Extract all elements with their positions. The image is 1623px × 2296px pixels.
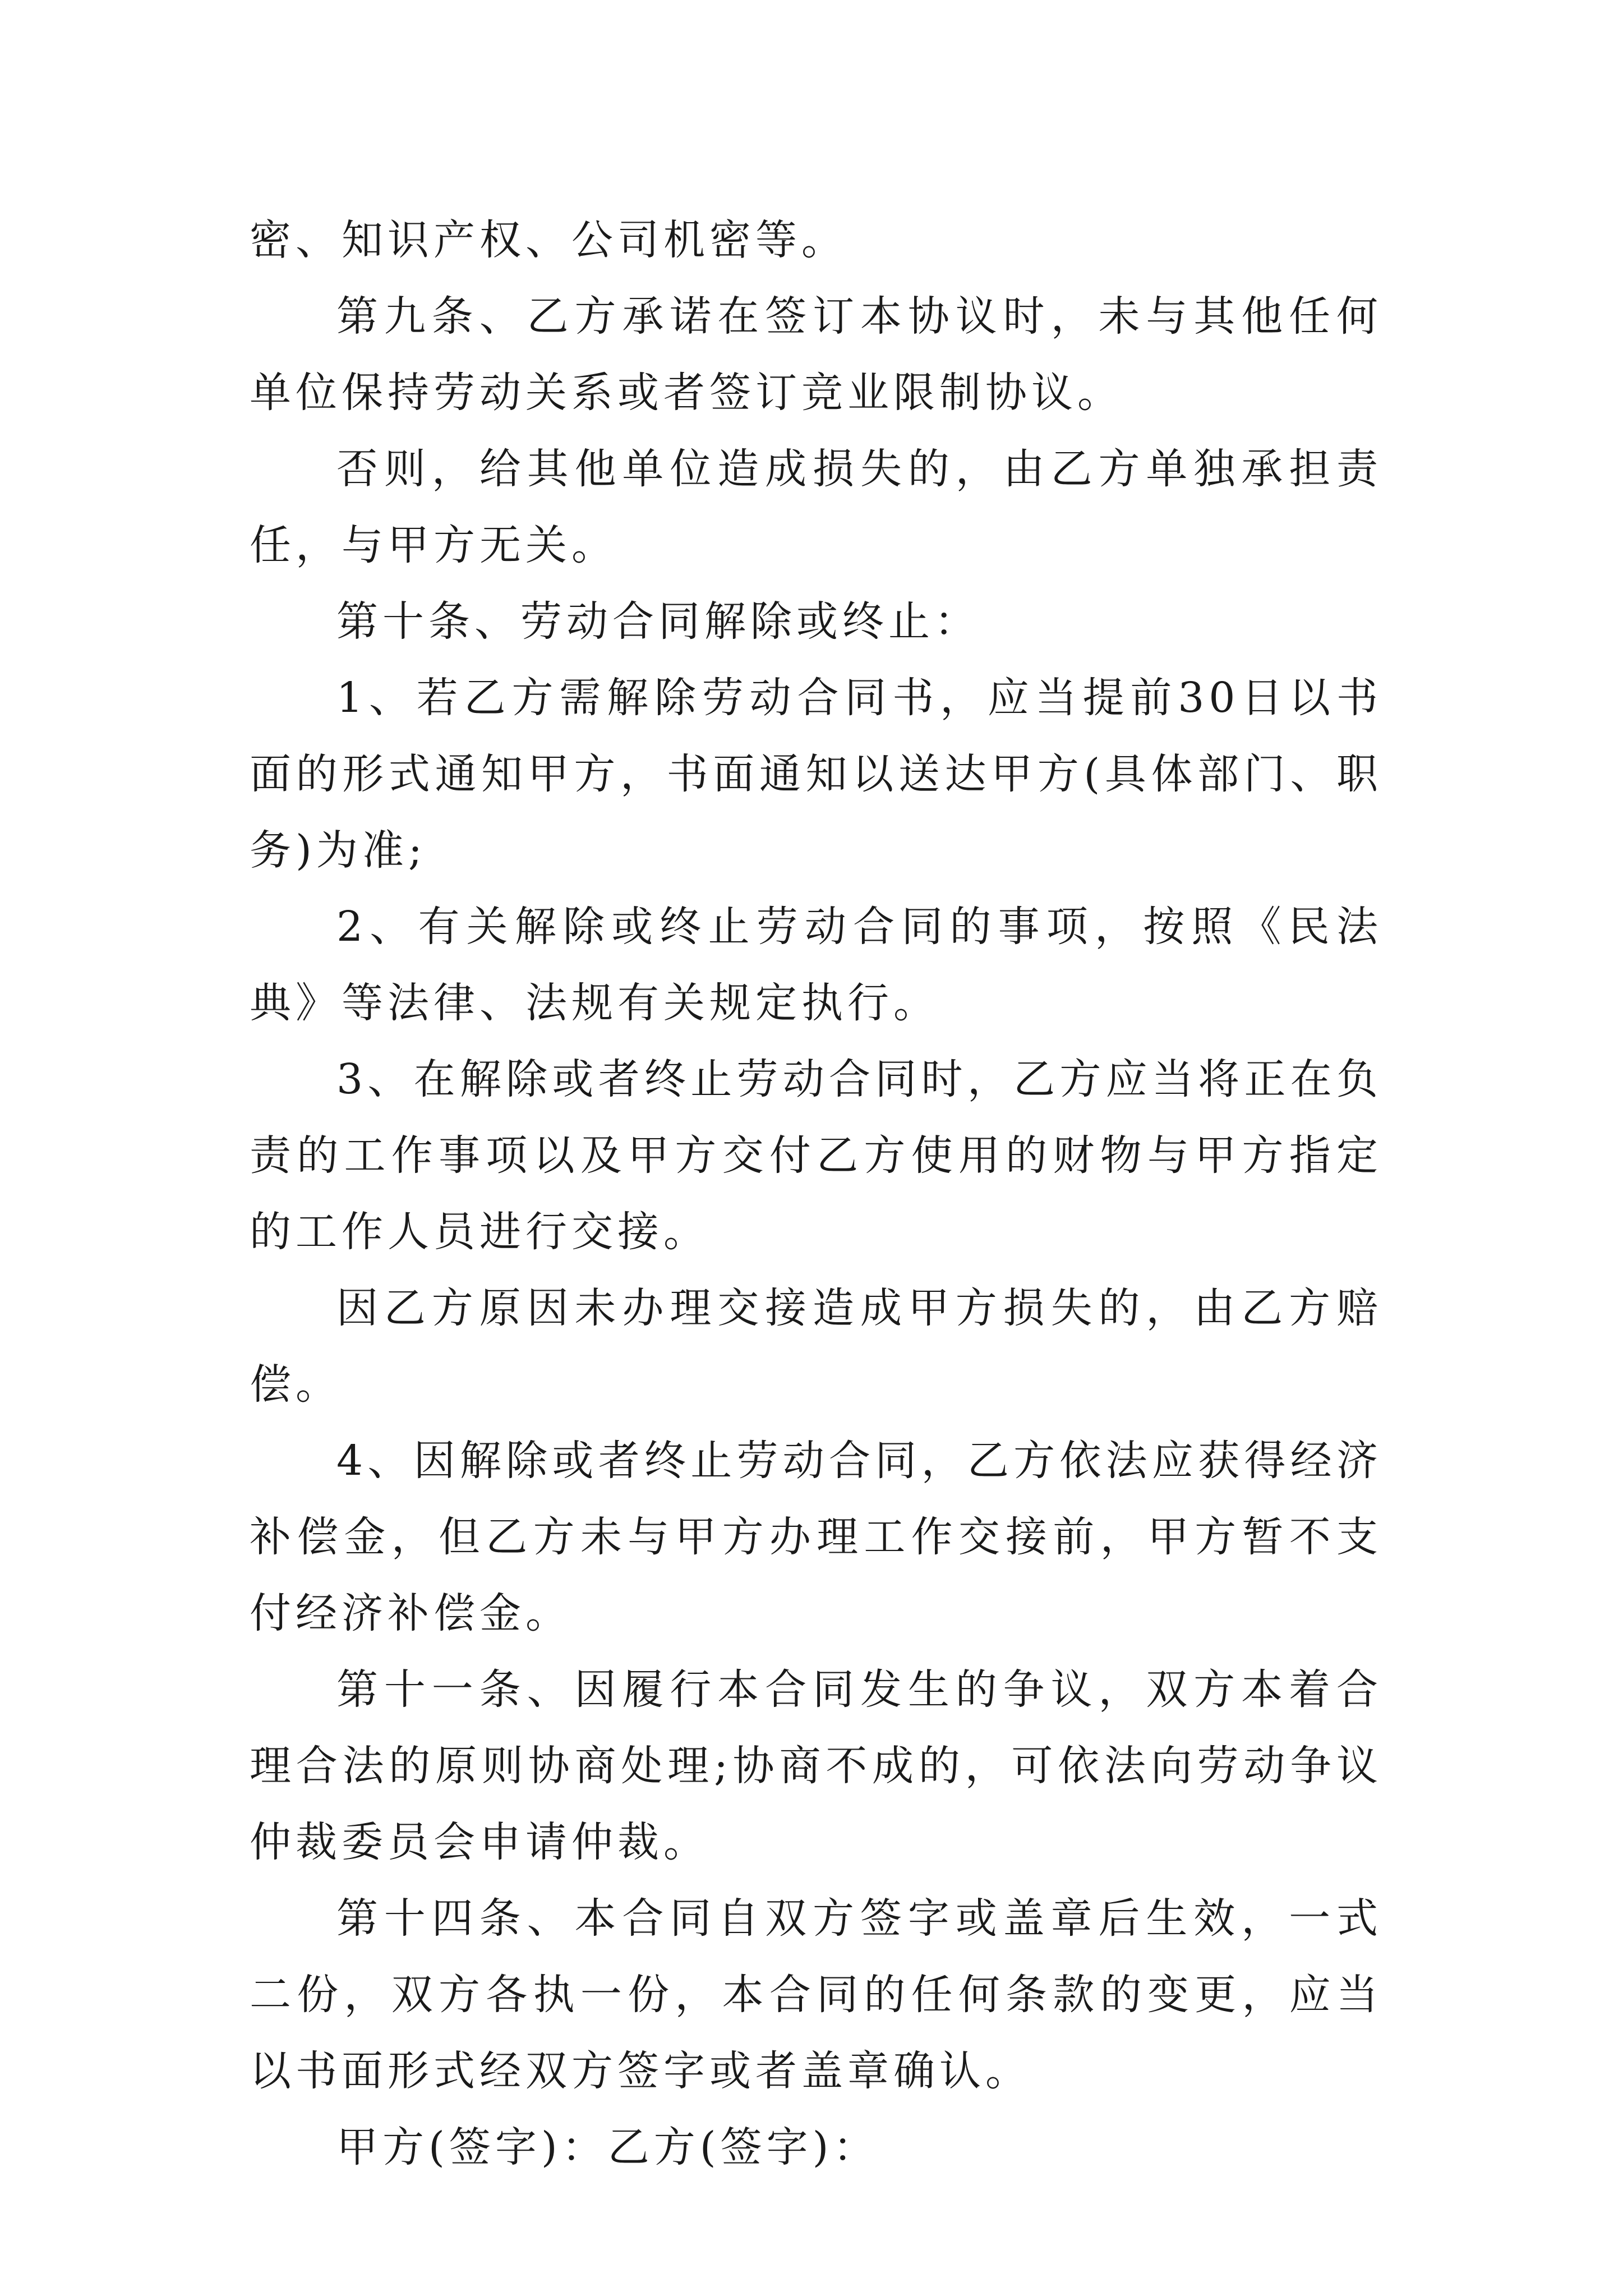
paragraph-article-14: 第十四条、本合同自双方签字或盖章后生效，一式二份，双方各执一份，本合同的任何条款的变更，应当以书面形式经双方签字或者盖章确认。 <box>250 1894 1382 2095</box>
paragraph-article-10-compensation: 因乙方原因未办理交接造成甲方损失的，由乙方赔偿。 <box>250 1284 1382 1409</box>
paragraph-article-10-heading: 第十条、劳动合同解除或终止： <box>336 597 980 646</box>
paragraph-article-10-item-2: 2、有关解除或终止劳动合同的事项，按照《民法典》等法律、法规有关规定执行。 <box>250 903 1382 1027</box>
paragraph-article-10-item-4: 4、因解除或者终止劳动合同，乙方依法应获得经济补偿金，但乙方未与甲方办理工作交接前，甲方暂不支付经济补偿金。 <box>250 1437 1382 1637</box>
document-body <box>250 202 1382 2185</box>
signature-line: 甲方(签字)：乙方(签字)： <box>336 2123 879 2171</box>
paragraph-article-9-liability: 否则，给其他单位造成损失的，由乙方单独承担责任，与甲方无关。 <box>250 445 1382 569</box>
paragraph-article-10-item-1: 1、若乙方需解除劳动合同书，应当提前30日以书面的形式通知甲方，书面通知以送达甲方(具体部门、职务)为准; <box>250 674 1382 875</box>
paragraph-article-10-item-3: 3、在解除或者终止劳动合同时，乙方应当将正在负责的工作事项以及甲方交付乙方使用的财物与甲方指定的工作人员进行交接。 <box>250 1055 1382 1256</box>
paragraph-continuation: 密、知识产权、公司机密等。 <box>250 216 847 264</box>
paragraph-article-11: 第十一条、因履行本合同发生的争议，双方本着合理合法的原则协商处理;协商不成的，可依法向劳动争议仲裁委员会申请仲裁。 <box>250 1665 1382 1866</box>
paragraph-article-9: 第九条、乙方承诺在签订本协议时，未与其他任何单位保持劳动关系或者签订竞业限制协议。 <box>250 292 1382 417</box>
